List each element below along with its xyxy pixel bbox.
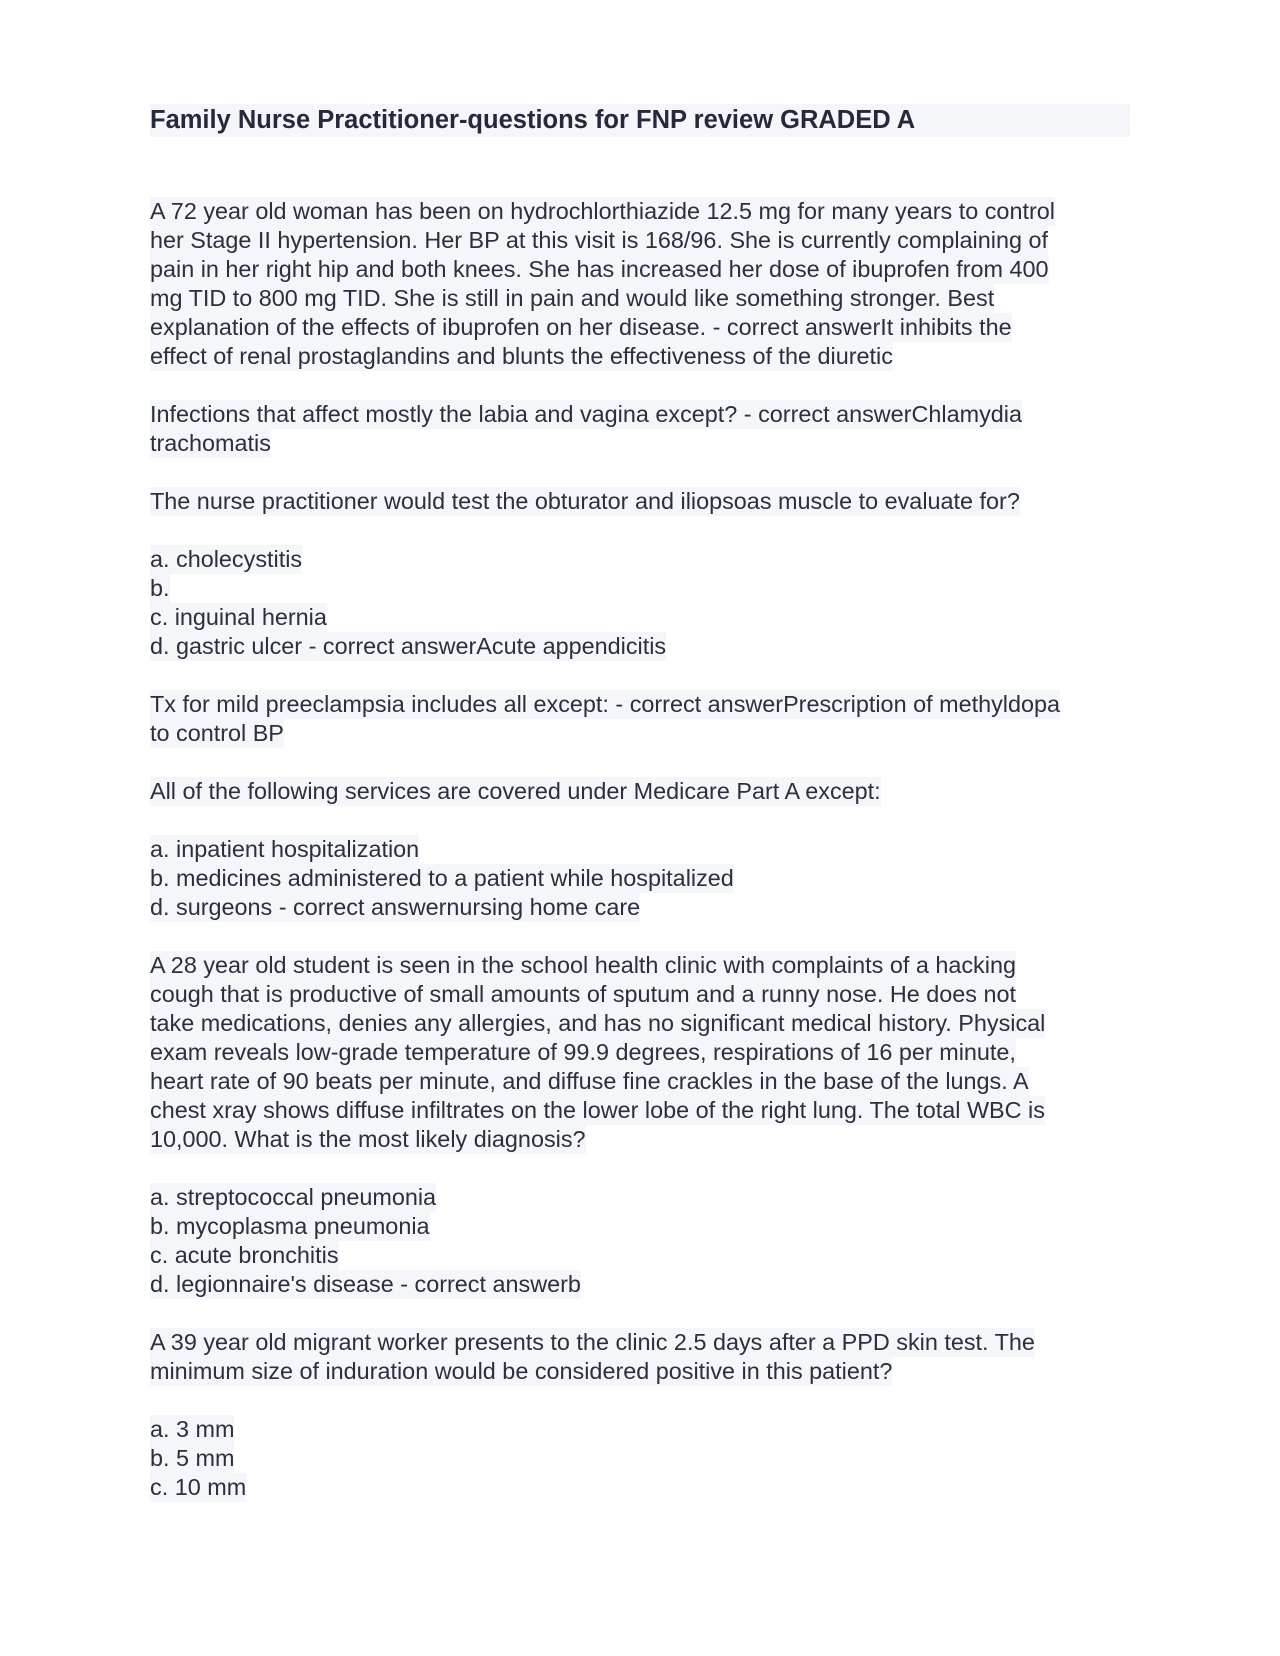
text-line: The nurse practitioner would test the obturator and iliopsoas muscle to evaluate for? bbox=[150, 488, 1020, 514]
paragraph-block bbox=[150, 545, 1130, 661]
text-line: take medications, denies any allergies, and has no significant medical history. Physical bbox=[150, 1010, 1046, 1036]
text-line: a. streptococcal pneumonia bbox=[150, 1184, 437, 1210]
text-line: b. mycoplasma pneumonia bbox=[150, 1213, 430, 1239]
text-line: effect of renal prostaglandins and blunts the effectiveness of the diuretic bbox=[150, 343, 893, 369]
text-line: d. gastric ulcer - correct answerAcute appendicitis bbox=[150, 633, 667, 659]
paragraph-block bbox=[150, 1183, 1130, 1299]
text-line: to control BP bbox=[150, 720, 284, 746]
document-body bbox=[150, 197, 1130, 1502]
text-line: b. medicines administered to a patient while hospitalized bbox=[150, 865, 734, 891]
text-line: All of the following services are covered under Medicare Part A except: bbox=[150, 778, 881, 804]
text-line: Infections that affect mostly the labia and vagina except? - correct answerChlamydia bbox=[150, 401, 1022, 427]
paragraph-block bbox=[150, 487, 1130, 516]
text-line: a. inpatient hospitalization bbox=[150, 836, 420, 862]
paragraph-block bbox=[150, 1415, 1130, 1502]
text-line: pain in her right hip and both knees. She has increased her dose of ibuprofen from 400 bbox=[150, 256, 1049, 282]
text-line: b. 5 mm bbox=[150, 1445, 235, 1471]
text-line: 10,000. What is the most likely diagnosis? bbox=[150, 1126, 586, 1152]
text-line: d. legionnaire's disease - correct answerb bbox=[150, 1271, 581, 1297]
text-line: A 28 year old student is seen in the school health clinic with complaints of a hacking bbox=[150, 952, 1016, 978]
paragraph-block bbox=[150, 1328, 1130, 1386]
paragraph-block bbox=[150, 835, 1130, 922]
document-title: Family Nurse Practitioner-questions for FNP review GRADED A bbox=[150, 106, 916, 134]
text-line: b. bbox=[150, 575, 170, 601]
paragraph-block bbox=[150, 400, 1130, 458]
text-line: minimum size of induration would be considered positive in this patient? bbox=[150, 1358, 893, 1384]
text-line: A 72 year old woman has been on hydrochlorthiazide 12.5 mg for many years to control bbox=[150, 198, 1055, 224]
text-line: exam reveals low-grade temperature of 99.9 degrees, respirations of 16 per minute, bbox=[150, 1039, 1016, 1065]
paragraph-block bbox=[150, 951, 1130, 1154]
text-line: c. acute bronchitis bbox=[150, 1242, 339, 1268]
text-line: chest xray shows diffuse infiltrates on the lower lobe of the right lung. The total WBC is bbox=[150, 1097, 1045, 1123]
text-line: cough that is productive of small amounts of sputum and a runny nose. He does not bbox=[150, 981, 1016, 1007]
text-line: mg TID to 800 mg TID. She is still in pain and would like something stronger. Best bbox=[150, 285, 995, 311]
text-line: trachomatis bbox=[150, 430, 271, 456]
document-page bbox=[150, 104, 1130, 1531]
paragraph-block bbox=[150, 197, 1130, 371]
text-line: A 39 year old migrant worker presents to the clinic 2.5 days after a PPD skin test. The bbox=[150, 1329, 1035, 1355]
text-line: explanation of the effects of ibuprofen on her disease. - correct answerIt inhibits the bbox=[150, 314, 1012, 340]
text-line: Tx for mild preeclampsia includes all except: - correct answerPrescription of methyldopa bbox=[150, 691, 1061, 717]
text-line: d. surgeons - correct answernursing home care bbox=[150, 894, 641, 920]
paragraph-block bbox=[150, 690, 1130, 748]
text-line: c. inguinal hernia bbox=[150, 604, 327, 630]
text-line: c. 10 mm bbox=[150, 1474, 247, 1500]
text-line: a. cholecystitis bbox=[150, 546, 303, 572]
paragraph-block bbox=[150, 777, 1130, 806]
text-line: heart rate of 90 beats per minute, and diffuse fine crackles in the base of the lungs. A bbox=[150, 1068, 1029, 1094]
title-bar bbox=[150, 104, 1130, 137]
text-line: a. 3 mm bbox=[150, 1416, 235, 1442]
text-line: her Stage II hypertension. Her BP at this visit is 168/96. She is currently complaining of bbox=[150, 227, 1048, 253]
